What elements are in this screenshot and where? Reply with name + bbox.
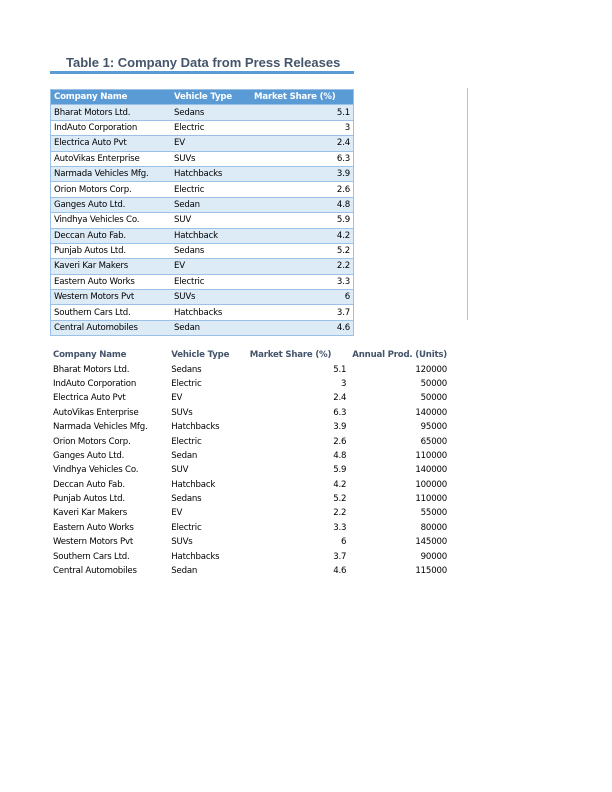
table-row bbox=[50, 434, 450, 448]
vehicle-type-cell: Hatchbacks bbox=[171, 305, 251, 320]
company-cell: Ganges Auto Ltd. bbox=[53, 450, 125, 461]
company-cell: Vindhya Vehicles Co. bbox=[51, 213, 172, 228]
company-cell: Punjab Autos Ltd. bbox=[53, 494, 125, 505]
header-company: Company Name bbox=[53, 350, 127, 361]
table-row bbox=[51, 197, 354, 212]
company-table-styled bbox=[50, 89, 354, 336]
market-share-cell: 6.3 bbox=[333, 407, 347, 418]
market-share-cell: 5.9 bbox=[333, 465, 347, 476]
vehicle-type-cell: SUVs bbox=[171, 290, 251, 305]
market-share-cell: 4.2 bbox=[333, 479, 347, 490]
vehicle-type-cell: Sedans bbox=[171, 105, 251, 120]
table-row bbox=[50, 406, 450, 420]
market-share-cell: 2.4 bbox=[251, 136, 354, 151]
vehicle-type-cell: Hatchbacks bbox=[171, 422, 220, 433]
market-share-cell: 3.7 bbox=[251, 305, 354, 320]
vehicle-type-cell: Electric bbox=[171, 522, 202, 533]
market-share-cell: 2.2 bbox=[333, 508, 347, 519]
vehicle-type-cell: EV bbox=[171, 508, 183, 519]
market-share-cell: 4.8 bbox=[333, 450, 347, 461]
header-row bbox=[50, 348, 450, 362]
header-row bbox=[51, 90, 354, 105]
annual-prod-cell: 95000 bbox=[420, 422, 447, 433]
table-row bbox=[50, 564, 450, 578]
table-row bbox=[51, 274, 354, 289]
vehicle-type-cell: EV bbox=[171, 136, 251, 151]
market-share-cell: 3.9 bbox=[333, 422, 347, 433]
annual-prod-cell: 55000 bbox=[420, 508, 447, 519]
company-cell: Eastern Auto Works bbox=[53, 522, 134, 533]
vehicle-type-cell: Sedan bbox=[171, 197, 251, 212]
market-share-cell: 5.1 bbox=[333, 364, 347, 375]
market-share-cell: 5.2 bbox=[251, 243, 354, 258]
vehicle-type-cell: Sedans bbox=[171, 364, 202, 375]
market-share-cell: 2.6 bbox=[251, 182, 354, 197]
company-cell: Deccan Auto Fab. bbox=[51, 228, 172, 243]
company-cell: Electrica Auto Pvt bbox=[51, 136, 172, 151]
market-share-cell: 6 bbox=[341, 537, 347, 548]
annual-prod-cell: 100000 bbox=[415, 479, 447, 490]
vehicle-type-cell: SUVs bbox=[171, 537, 193, 548]
table-row bbox=[50, 535, 450, 549]
market-share-cell: 6 bbox=[251, 290, 354, 305]
table-row bbox=[51, 243, 354, 258]
table-row bbox=[51, 305, 354, 320]
vehicle-type-cell: Sedan bbox=[171, 320, 251, 335]
company-cell: Kaveri Kar Makers bbox=[51, 259, 172, 274]
table-row bbox=[51, 136, 354, 151]
table-row bbox=[51, 213, 354, 228]
vehicle-type-cell: Electric bbox=[171, 120, 251, 135]
table-row bbox=[50, 521, 450, 535]
vehicle-type-cell: Electric bbox=[171, 274, 251, 289]
table-row bbox=[50, 362, 450, 376]
table-row bbox=[51, 259, 354, 274]
table-title: Table 1: Company Data from Press Releases bbox=[66, 55, 341, 70]
table-row bbox=[50, 377, 450, 391]
annual-prod-cell: 50000 bbox=[420, 393, 447, 404]
company-cell: AutoVikas Enterprise bbox=[53, 407, 139, 418]
header-vehicle-type: Vehicle Type bbox=[171, 350, 230, 361]
market-share-cell: 4.6 bbox=[333, 566, 347, 577]
table-row bbox=[51, 290, 354, 305]
vehicle-type-cell: Electric bbox=[171, 378, 202, 389]
company-table-plain bbox=[50, 348, 450, 578]
annual-prod-cell: 65000 bbox=[420, 436, 447, 447]
vehicle-type-cell: Hatchback bbox=[171, 228, 251, 243]
company-cell: IndAuto Corporation bbox=[53, 378, 137, 389]
vehicle-type-cell: SUVs bbox=[171, 151, 251, 166]
market-share-cell: 4.8 bbox=[251, 197, 354, 212]
table-row bbox=[51, 228, 354, 243]
company-cell: Narmada Vehicles Mfg. bbox=[51, 166, 172, 181]
annual-prod-cell: 110000 bbox=[415, 450, 447, 461]
vehicle-type-cell: Hatchback bbox=[171, 479, 216, 490]
page-break-line bbox=[467, 88, 468, 320]
market-share-cell: 2.2 bbox=[251, 259, 354, 274]
company-cell: Orion Motors Corp. bbox=[53, 436, 131, 447]
annual-prod-cell: 120000 bbox=[415, 364, 447, 375]
vehicle-type-cell: Sedans bbox=[171, 243, 251, 258]
annual-prod-cell: 50000 bbox=[420, 378, 447, 389]
company-cell: Southern Cars Ltd. bbox=[51, 305, 172, 320]
company-cell: Eastern Auto Works bbox=[51, 274, 172, 289]
market-share-cell: 6.3 bbox=[251, 151, 354, 166]
company-cell: Orion Motors Corp. bbox=[51, 182, 172, 197]
company-cell: Kaveri Kar Makers bbox=[53, 508, 128, 519]
company-cell: Bharat Motors Ltd. bbox=[51, 105, 172, 120]
market-share-cell: 2.4 bbox=[333, 393, 347, 404]
market-share-cell: 3 bbox=[341, 378, 347, 389]
market-share-cell: 5.1 bbox=[251, 105, 354, 120]
annual-prod-cell: 145000 bbox=[415, 537, 447, 548]
market-share-cell: 4.6 bbox=[251, 320, 354, 335]
vehicle-type-cell: SUVs bbox=[171, 407, 193, 418]
vehicle-type-cell: Hatchbacks bbox=[171, 166, 251, 181]
table-row bbox=[51, 105, 354, 120]
company-cell: AutoVikas Enterprise bbox=[51, 151, 172, 166]
table-row bbox=[50, 463, 450, 477]
table-row bbox=[50, 506, 450, 520]
company-cell: Bharat Motors Ltd. bbox=[53, 364, 130, 375]
market-share-cell: 3.3 bbox=[333, 522, 347, 533]
vehicle-type-cell: EV bbox=[171, 393, 183, 404]
company-cell: Narmada Vehicles Mfg. bbox=[53, 422, 148, 433]
market-share-cell: 4.2 bbox=[251, 228, 354, 243]
table-row bbox=[50, 420, 450, 434]
table-row bbox=[50, 549, 450, 563]
table-row bbox=[51, 120, 354, 135]
company-cell: Western Motors Pvt bbox=[51, 290, 172, 305]
vehicle-type-cell: SUV bbox=[171, 465, 189, 476]
company-cell: Western Motors Pvt bbox=[53, 537, 134, 548]
table-row bbox=[50, 478, 450, 492]
vehicle-type-cell: Electric bbox=[171, 436, 202, 447]
market-share-cell: 5.2 bbox=[333, 494, 347, 505]
annual-prod-cell: 115000 bbox=[415, 566, 447, 577]
vehicle-type-cell: SUV bbox=[171, 213, 251, 228]
company-cell: Deccan Auto Fab. bbox=[53, 479, 125, 490]
market-share-cell: 3 bbox=[251, 120, 354, 135]
company-cell: Electrica Auto Pvt bbox=[53, 393, 126, 404]
market-share-cell: 3.7 bbox=[333, 551, 347, 562]
company-cell: Punjab Autos Ltd. bbox=[51, 243, 172, 258]
table-row bbox=[50, 391, 450, 405]
table-row bbox=[51, 151, 354, 166]
company-cell: Central Automobiles bbox=[51, 320, 172, 335]
table-row bbox=[50, 449, 450, 463]
market-share-cell: 3.9 bbox=[251, 166, 354, 181]
market-share-cell: 3.3 bbox=[251, 274, 354, 289]
company-cell: Southern Cars Ltd. bbox=[53, 551, 130, 562]
vehicle-type-cell: EV bbox=[171, 259, 251, 274]
annual-prod-cell: 80000 bbox=[420, 522, 447, 533]
vehicle-type-cell: Sedan bbox=[171, 566, 198, 577]
company-cell: Ganges Auto Ltd. bbox=[51, 197, 172, 212]
table-row bbox=[51, 320, 354, 335]
annual-prod-cell: 110000 bbox=[415, 494, 447, 505]
header-company: Company Name bbox=[51, 90, 172, 105]
table-row bbox=[50, 492, 450, 506]
vehicle-type-cell: Hatchbacks bbox=[171, 551, 220, 562]
market-share-cell: 5.9 bbox=[251, 213, 354, 228]
header-vehicle-type: Vehicle Type bbox=[171, 90, 251, 105]
company-cell: Vindhya Vehicles Co. bbox=[53, 465, 139, 476]
header-market-share: Market Share (%) bbox=[249, 350, 332, 361]
table-row bbox=[51, 166, 354, 181]
title-underline bbox=[50, 71, 354, 74]
market-share-cell: 2.6 bbox=[333, 436, 347, 447]
company-cell: IndAuto Corporation bbox=[51, 120, 172, 135]
company-cell: Central Automobiles bbox=[53, 566, 137, 577]
table-row bbox=[51, 182, 354, 197]
annual-prod-cell: 140000 bbox=[415, 407, 447, 418]
annual-prod-cell: 90000 bbox=[420, 551, 447, 562]
vehicle-type-cell: Electric bbox=[171, 182, 251, 197]
vehicle-type-cell: Sedan bbox=[171, 450, 198, 461]
vehicle-type-cell: Sedans bbox=[171, 494, 202, 505]
header-annual-prod: Annual Prod. (Units) bbox=[352, 350, 447, 361]
header-market-share: Market Share (%) bbox=[251, 90, 354, 105]
annual-prod-cell: 140000 bbox=[415, 465, 447, 476]
